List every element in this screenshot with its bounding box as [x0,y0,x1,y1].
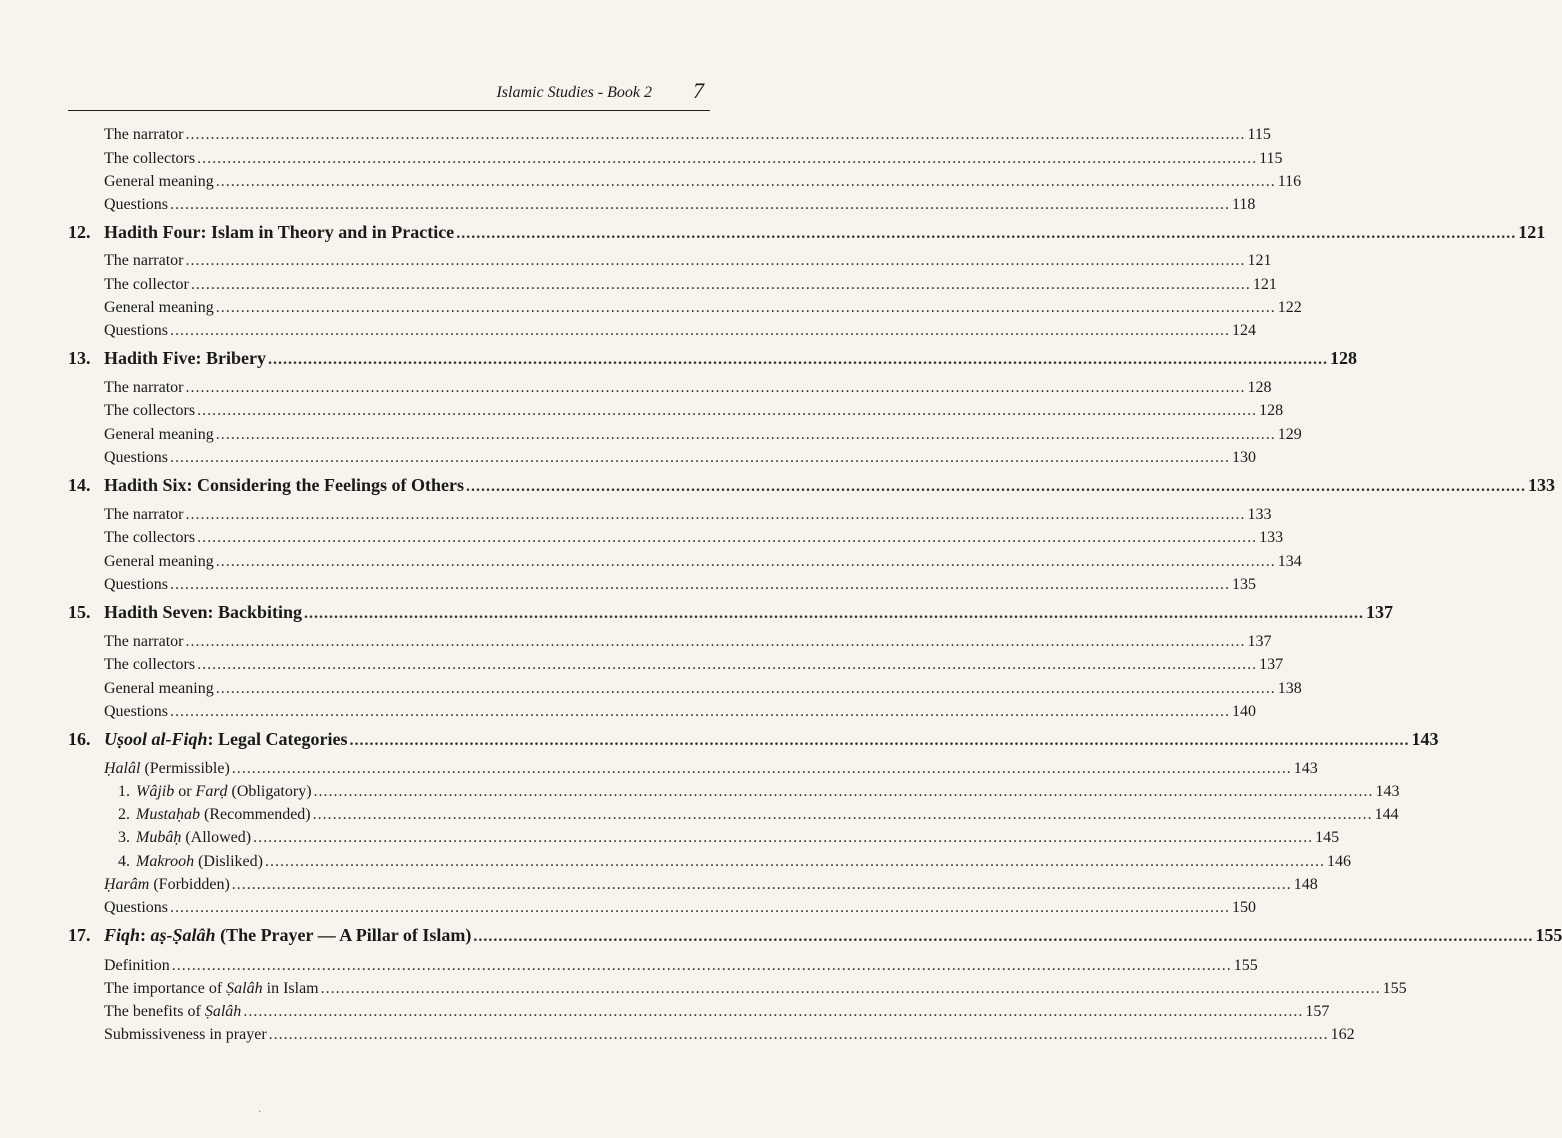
toc-entry-text: General meaning [104,299,214,316]
toc-page-number: 116 [1277,173,1302,190]
leader-dots: .................................................................................................................................................................................................................... [320,980,1381,997]
leader-dots: .................................................................................................................................................................................................................... [264,853,1325,870]
toc-entry-text: (Recommended) [200,806,311,823]
toc-entry-text: Questions [104,449,168,466]
toc-page-number: 121 [1247,252,1272,269]
toc-page-number: 137 [1366,602,1394,622]
toc-entry-italic: Wâjib [136,783,175,800]
toc-entry-title [104,449,168,467]
leader-dots: .................................................................................................................................................................................................................... [171,957,1232,974]
toc-entry-text: The collector [104,276,189,293]
leader-dots: .................................................................................................................................................................................................................... [185,633,1246,650]
toc-entry-text: The collectors [104,150,196,167]
toc-entry-row[interactable] [104,572,1256,594]
toc-entry-text: The collectors [104,529,196,546]
toc-entry-title [68,348,266,369]
toc-entry-title [104,553,214,571]
toc-entry-title [104,633,184,651]
toc-entry-row[interactable] [104,676,1302,698]
toc-entry-row[interactable] [118,849,1351,871]
leader-dots: .................................................................................................................................................................................................................... [215,680,1276,697]
leader-dots: .................................................................................................................................................................................................................... [304,605,1365,622]
toc-page-number: 143 [1411,729,1439,749]
toc-entry-title [104,150,195,168]
toc-entry-row[interactable] [118,802,1399,824]
toc-entry-title [104,1026,267,1044]
toc-entry-title [104,379,184,397]
toc-entry-text: The collectors [104,402,196,419]
leader-dots: .................................................................................................................................................................................................................... [253,829,1314,846]
toc-entry-row[interactable] [104,549,1302,571]
leader-dots: .................................................................................................................................................................................................................... [197,529,1258,546]
toc-page-number: 146 [1326,853,1351,870]
toc-entry-italic: Makrooh [136,853,195,870]
toc-entry-text: : [140,925,151,945]
leader-dots: .................................................................................................................................................................................................................... [215,553,1276,570]
toc-entry-italic: Ṣalâh [226,980,263,997]
toc-entry-text: The narrator [104,126,184,143]
toc-entry-number: 3. [118,829,130,846]
toc-page-number: 129 [1277,426,1302,443]
toc-entry-number: 12. [68,222,91,242]
toc-entry-row[interactable] [104,318,1256,340]
toc-entry-row[interactable] [104,295,1302,317]
toc-entry-number: 1. [118,783,130,800]
toc-entry-text: (Forbidden) [149,876,230,893]
toc-entry-text: Questions [104,899,168,916]
toc-entry-text: General meaning [104,680,214,697]
toc-entry-italic: Ḥarâm [104,876,150,893]
toc-page-number: 150 [1232,899,1256,916]
toc-entry-title [104,680,214,698]
toc-entry-title [104,126,184,144]
toc-entry-title [104,656,195,674]
toc-entry-title [104,322,168,340]
running-header [68,76,710,106]
toc-entry-row[interactable] [104,1022,1355,1044]
toc-entry-title [68,602,302,623]
toc-entry-title [68,729,348,750]
toc-page-number: 135 [1232,576,1256,593]
toc-entry-text: Questions [104,703,168,720]
leader-dots: .................................................................................................................................................................................................................... [466,478,1527,495]
leader-dots: .................................................................................................................................................................................................................... [268,1026,1329,1043]
toc-page-number: 122 [1277,299,1302,316]
toc-page-number: 155 [1535,925,1562,945]
toc-entry-title [104,426,214,444]
leader-dots: .................................................................................................................................................................................................................... [197,656,1258,673]
toc-entry-row[interactable] [104,375,1272,397]
leader-dots: .................................................................................................................................................................................................................... [185,379,1246,396]
toc-page-number: 145 [1315,829,1340,846]
toc-page-number: 121 [1252,276,1277,293]
toc-entry-row[interactable] [104,756,1318,778]
leader-dots: .................................................................................................................................................................................................................... [197,402,1258,419]
toc-chapter-row[interactable] [68,724,1439,750]
toc-entry-title [104,196,168,214]
toc-page-number: 157 [1305,1003,1330,1020]
toc-page-number: 128 [1247,379,1272,396]
toc-entry-text: The importance of [104,980,227,997]
toc-chapter-row[interactable] [68,343,1357,369]
toc-entry-row[interactable] [118,825,1340,847]
toc-page-number: 128 [1329,348,1357,368]
leader-dots: .................................................................................................................................................................................................................... [349,732,1410,749]
toc-page-number: 128 [1259,402,1284,419]
header-rule [68,110,710,111]
toc-entry-text: Hadith Four: Islam in Theory and in Practice [104,222,455,242]
toc-entry-text: The narrator [104,506,184,523]
toc-entry-title [104,173,214,191]
toc-entry-title [68,222,454,243]
toc-entry-row[interactable] [104,652,1284,674]
toc-entry-title [104,703,168,721]
leader-dots: .................................................................................................................................................................................................................... [215,173,1276,190]
toc-entry-number: 15. [68,602,91,622]
toc-entry-title [68,925,471,946]
toc-entry-row[interactable] [104,146,1283,168]
toc-entry-row[interactable] [104,192,1256,214]
toc-entry-italic: Ṣalâh [204,1003,242,1020]
toc-entry-italic: Uṣool al-Fiqh [104,729,208,749]
toc-entry-row[interactable] [104,502,1272,524]
toc-entry-italic: aṣ-Ṣalâh [150,925,216,945]
toc-entry-title [104,402,195,420]
toc-page-number: 134 [1277,553,1302,570]
toc-entry-text: (The Prayer — A Pillar of Islam) [215,925,472,945]
toc-entry-title [118,829,251,847]
toc-page-number: 115 [1259,150,1283,167]
toc-entry-title [104,299,214,317]
toc-entry-number: 16. [68,729,91,749]
toc-entry-row[interactable] [104,699,1256,721]
toc-entry-row[interactable] [104,629,1272,651]
toc-entry-title [104,276,189,294]
leader-dots: .................................................................................................................................................................................................................... [313,783,1374,800]
toc-page-number: 133 [1259,529,1284,546]
toc-chapter-row[interactable] [68,597,1394,623]
toc-entry-text: or [174,783,196,800]
toc-page-number: 137 [1247,633,1272,650]
toc-page-number: 144 [1374,806,1399,823]
book-title: Islamic Studies - Book 2 [496,84,652,101]
toc-page-number: 143 [1293,760,1318,777]
toc-entry-text: (Disliked) [194,853,263,870]
toc-entry-row[interactable] [104,248,1272,270]
toc-entry-text: Hadith Seven: Backbiting [104,602,303,622]
toc-entry-row[interactable] [104,872,1318,894]
toc-entry-number: 13. [68,348,91,368]
toc-entry-number: 2. [118,806,130,823]
toc-entry-title [118,783,312,801]
toc-entry-row[interactable] [104,122,1271,144]
toc-entry-title [104,899,168,917]
leader-dots: .................................................................................................................................................................................................................... [231,876,1292,893]
toc-entry-text: The narrator [104,379,184,396]
toc-entry-row[interactable] [104,398,1284,420]
toc-entry-text: (Permissible) [140,760,230,777]
toc-page-number: 133 [1247,506,1272,523]
toc-entry-italic: Mustaḥab [136,806,200,823]
toc-page-number: 137 [1259,656,1284,673]
toc-entry-title [104,252,184,270]
toc-entry-text: General meaning [104,173,214,190]
leader-dots: .................................................................................................................................................................................................................... [170,576,1230,593]
toc-entry-row[interactable] [104,953,1258,975]
toc-page-number: 162 [1330,1026,1355,1043]
toc-entry-text: Definition [104,957,170,974]
toc-page-number: 155 [1233,957,1258,974]
leader-dots: .................................................................................................................................................................................................................... [170,196,1230,213]
leader-dots: .................................................................................................................................................................................................................... [170,703,1230,720]
toc-entry-text: : Legal Categories [207,729,348,749]
toc-entry-text: Questions [104,576,168,593]
page-number: 7 [693,78,704,103]
leader-dots: .................................................................................................................................................................................................................... [185,126,1246,143]
leader-dots: .................................................................................................................................................................................................................... [267,351,1328,368]
toc-entry-row[interactable] [104,999,1330,1021]
toc-entry-row[interactable] [104,272,1277,294]
toc-entry-italic: Mubâḥ [136,829,182,846]
toc-entry-text: (Obligatory) [227,783,312,800]
toc-entry-title [104,1003,241,1021]
leader-dots: .................................................................................................................................................................................................................... [185,506,1246,523]
leader-dots: .................................................................................................................................................................................................................... [197,150,1258,167]
toc-entry-title [104,957,170,975]
toc-entry-row[interactable] [118,779,1400,801]
toc-entry-text: Hadith Six: Considering the Feelings of Others [104,475,465,495]
toc-page-number: 130 [1232,449,1256,466]
toc-entry-title [104,529,195,547]
toc-entry-row[interactable] [104,422,1302,444]
toc-page-number: 124 [1232,322,1256,339]
toc-entry-text: (Allowed) [181,829,252,846]
toc-entry-text: General meaning [104,426,214,443]
toc-entry-title [104,506,184,524]
toc-entry-number: 14. [68,475,91,495]
toc-entry-title [118,853,263,871]
toc-entry-title [104,760,230,778]
toc-entry-row[interactable] [104,169,1302,191]
toc-page-number: 155 [1382,980,1407,997]
toc-entry-text: in Islam [262,980,319,997]
toc-entry-number: 4. [118,853,130,870]
leader-dots: .................................................................................................................................................................................................................... [456,225,1517,242]
toc-page-number: 138 [1277,680,1302,697]
toc-entry-title [104,576,168,594]
toc-page-number: 118 [1232,196,1256,213]
leader-dots: .................................................................................................................................................................................................................... [312,806,1373,823]
toc-entry-row[interactable] [104,525,1284,547]
print-speck: · [258,1107,262,1118]
toc-entry-text: Submissiveness in prayer [104,1026,267,1043]
leader-dots: .................................................................................................................................................................................................................... [473,928,1534,945]
toc-entry-italic: Fiqh [104,925,141,945]
leader-dots: .................................................................................................................................................................................................................... [185,252,1246,269]
toc-entry-title [104,876,230,894]
toc-chapter-row[interactable] [68,920,1562,946]
leader-dots: .................................................................................................................................................................................................................... [215,426,1276,443]
leader-dots: .................................................................................................................................................................................................................... [190,276,1251,293]
toc-page-number: 115 [1247,126,1271,143]
toc-page-number: 133 [1528,475,1556,495]
leader-dots: .................................................................................................................................................................................................................... [170,899,1230,916]
leader-dots: .................................................................................................................................................................................................................... [170,322,1230,339]
toc-entry-row[interactable] [104,445,1256,467]
toc-entry-title [104,980,319,998]
toc-entry-italic: Ḥalâl [104,760,141,777]
toc-entry-text: The collectors [104,656,196,673]
toc-entry-text: Questions [104,322,168,339]
toc-page-number: 143 [1375,783,1400,800]
toc-chapter-row[interactable] [68,470,1556,496]
toc-entry-text: The narrator [104,633,184,650]
toc-entry-text: Hadith Five: Bribery [104,348,266,368]
toc-entry-text: The narrator [104,252,184,269]
toc-entry-italic: Farḍ [195,783,228,800]
toc-entry-title [68,475,464,496]
leader-dots: .................................................................................................................................................................................................................... [215,299,1276,316]
toc-entry-row[interactable] [104,976,1407,998]
leader-dots: .................................................................................................................................................................................................................... [170,449,1230,466]
toc-entry-row[interactable] [104,895,1256,917]
toc-chapter-row[interactable] [68,217,1546,243]
toc-page-number: 121 [1518,222,1546,242]
leader-dots: .................................................................................................................................................................................................................... [243,1003,1304,1020]
toc-entry-text: The benefits of [104,1003,205,1020]
toc-page-number: 148 [1293,876,1318,893]
toc-entry-text: General meaning [104,553,214,570]
toc-entry-text: Questions [104,196,168,213]
toc-page-number: 140 [1232,703,1256,720]
toc-entry-title [118,806,311,824]
leader-dots: .................................................................................................................................................................................................................... [231,760,1292,777]
toc-entry-number: 17. [68,925,91,945]
